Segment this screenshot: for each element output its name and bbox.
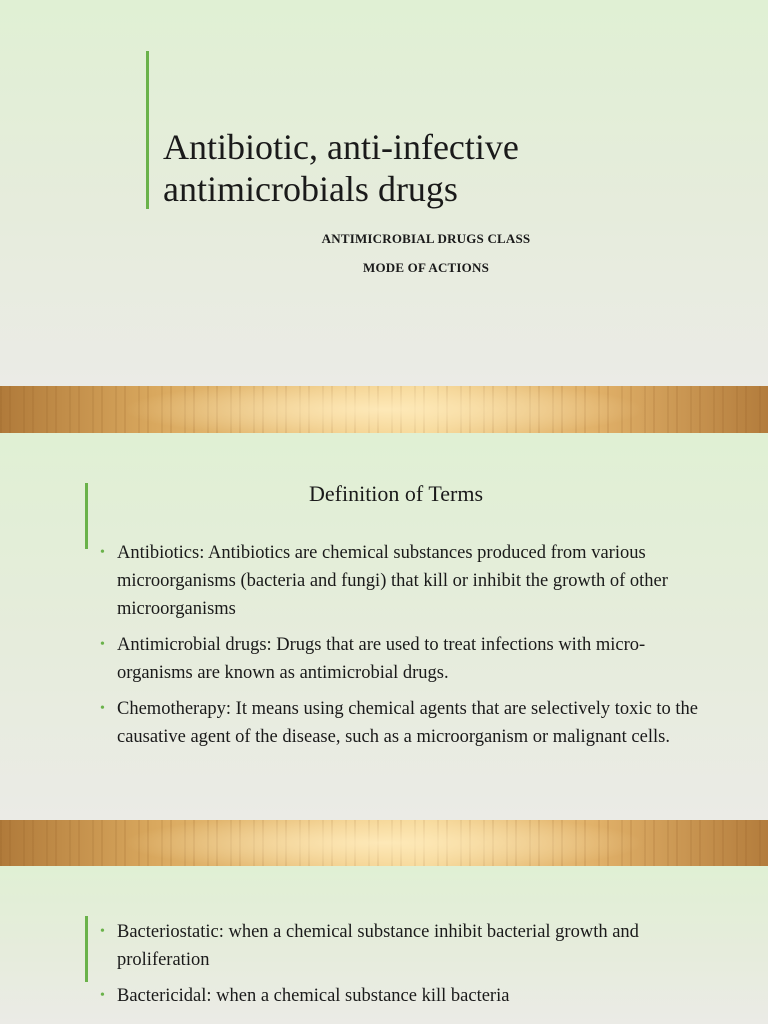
list-item xyxy=(100,982,700,1010)
slide-title-text xyxy=(163,126,723,210)
subtitle-drugs-class: ANTIMICROBIAL DRUGS CLASS xyxy=(321,231,531,246)
list-item xyxy=(100,695,700,751)
bullet-dot-icon: • xyxy=(100,924,105,939)
list-item xyxy=(100,539,700,623)
list-item xyxy=(100,631,700,687)
bullet-list xyxy=(100,539,700,759)
slide-separator xyxy=(0,820,768,866)
slide-bacteriostatic xyxy=(0,866,768,1024)
slide-title xyxy=(0,0,768,386)
accent-bar xyxy=(146,51,149,209)
slide-definitions xyxy=(0,433,768,820)
bullet-text: Bacteriostatic: when a chemical substance inhibit bacterial growth and proliferation xyxy=(117,922,639,970)
subtitle-mode-of-actions: MODE OF ACTIONS xyxy=(362,260,490,275)
bullet-dot-icon: • xyxy=(100,637,105,652)
list-item xyxy=(100,918,700,974)
bullet-list xyxy=(100,918,700,1018)
slide-heading: Definition of Terms xyxy=(308,481,484,506)
accent-bar xyxy=(85,483,88,549)
bullet-text: Bactericidal: when a chemical substance kill bacteria xyxy=(117,986,510,1006)
accent-bar xyxy=(85,916,88,982)
bullet-text: Antimicrobial drugs: Drugs that are used to treat infections with micro- organisms are known as antimicrobial drugs. xyxy=(117,635,646,683)
bullet-text: Chemotherapy: It means using chemical agents that are selectively toxic to the causative agent of the disease, such as a microorganism or malignant cells. xyxy=(117,699,699,747)
title-line-1: Antibiotic, anti-infective xyxy=(163,127,519,167)
bullet-dot-icon: • xyxy=(100,701,105,716)
title-line-2: antimicrobials drugs xyxy=(163,169,458,209)
bullet-text: Antibiotics: Antibiotics are chemical substances produced from various microorganisms (bacteria and fungi) that kill or inhibit the growth of other microorganisms xyxy=(117,543,668,619)
slide-separator xyxy=(0,386,768,433)
bullet-dot-icon: • xyxy=(100,988,105,1003)
bullet-dot-icon: • xyxy=(100,545,105,560)
